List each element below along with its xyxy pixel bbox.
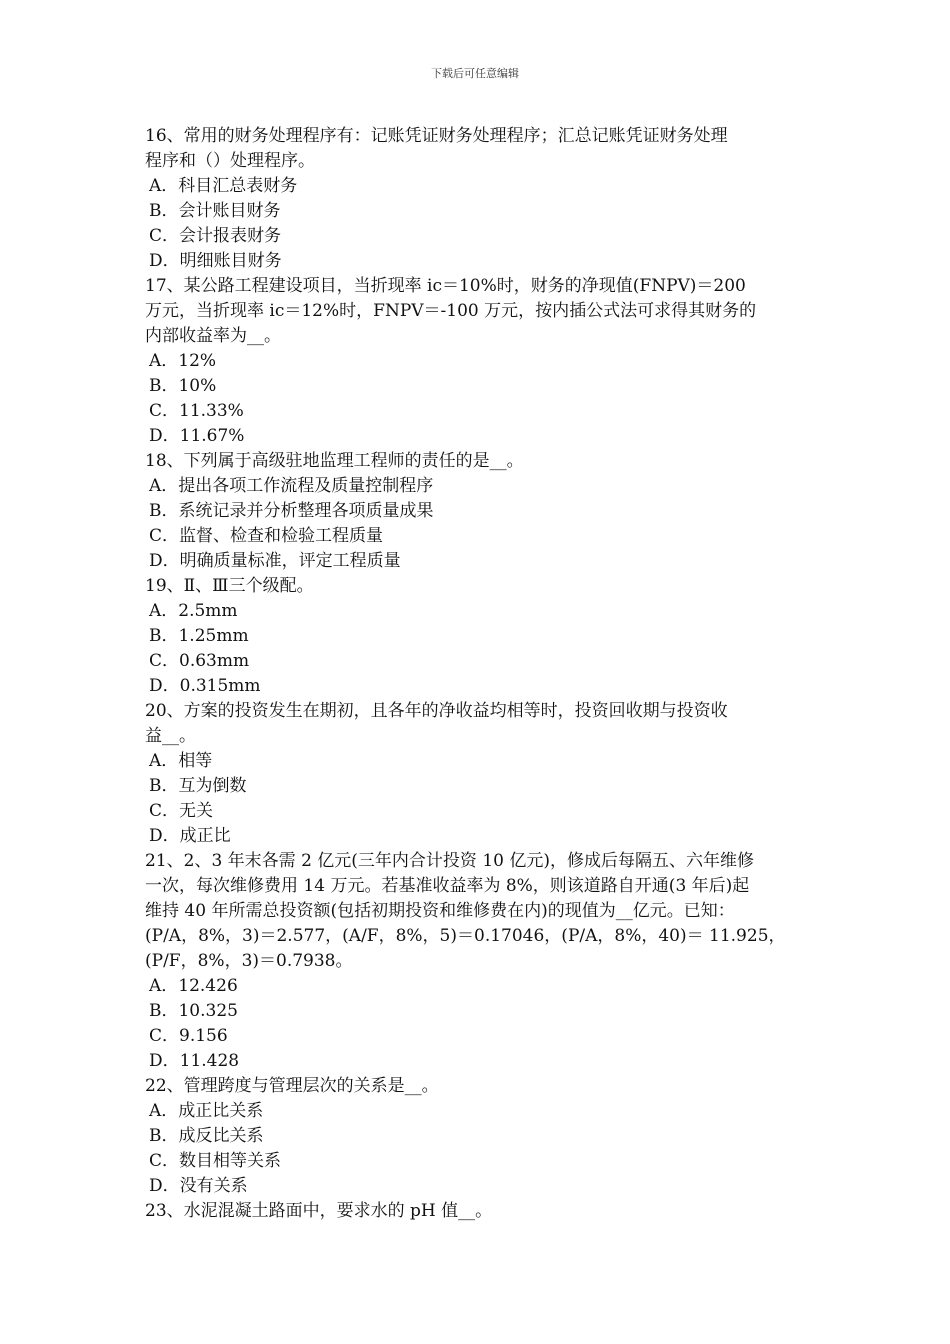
answer-option: D．0.315mm [149, 676, 261, 696]
answer-option: A．成正比关系 [149, 1101, 264, 1121]
question-text-line: (P/F，8%，3)＝0.7938。 [145, 951, 353, 971]
answer-option: B．成反比关系 [149, 1126, 264, 1146]
question-22 [145, 1074, 810, 1199]
answer-option: B．10.325 [149, 1001, 238, 1021]
question-20 [145, 699, 810, 849]
question-text-line: 17、某公路工程建设项目，当折现率 ic＝10%时，财务的净现值(FNPV)＝200 [145, 276, 746, 296]
question-text-line: 一次，每次维修费用 14 万元。若基准收益率为 8%，则该道路自开通(3 年后)起 [145, 876, 750, 896]
answer-option: B．互为倒数 [149, 776, 247, 796]
question-text-line: 23、水泥混凝土路面中，要求水的 pH 值__。 [145, 1201, 493, 1221]
question-text-line: 19、Ⅱ、Ⅲ三个级配。 [145, 576, 314, 596]
question-16 [145, 124, 810, 274]
answer-option: B．10% [149, 376, 217, 396]
answer-option: B．会计账目财务 [149, 201, 281, 221]
question-21 [145, 849, 810, 1074]
answer-option: A．2.5mm [149, 601, 238, 621]
answer-option: D．11.428 [149, 1051, 240, 1071]
answer-option: A．相等 [149, 751, 213, 771]
question-18 [145, 449, 810, 574]
answer-option: D．11.67% [149, 426, 245, 446]
answer-option: A．科目汇总表财务 [149, 176, 298, 196]
question-19 [145, 574, 810, 699]
answer-option: C．数目相等关系 [149, 1151, 282, 1171]
answer-option: A．12% [149, 351, 217, 371]
answer-option: B．1.25mm [149, 626, 249, 646]
answer-option: C．会计报表财务 [149, 226, 282, 246]
answer-option: C．无关 [149, 801, 214, 821]
question-text-line: 18、下列属于高级驻地监理工程师的责任的是__。 [145, 451, 524, 471]
answer-option: A．提出各项工作流程及质量控制程序 [149, 476, 434, 496]
question-text-line: 22、管理跨度与管理层次的关系是__。 [145, 1076, 439, 1096]
question-text-line: 益__。 [145, 726, 196, 746]
answer-option: B．系统记录并分析整理各项质量成果 [149, 501, 434, 521]
answer-option: C．监督、检查和检验工程质量 [149, 526, 384, 546]
question-text-line: 万元，当折现率 ic＝12%时，FNPV＝-100 万元，按内插公式法可求得其财务的 [145, 301, 757, 321]
question-text-line: (P/A，8%，3)＝2.577，(A/F，8%，5)＝0.17046，(P/A，8%，40)＝ 11.925， [145, 926, 786, 946]
question-text-line: 内部收益率为__。 [145, 326, 281, 346]
question-17 [145, 274, 810, 449]
document-body [145, 124, 810, 1224]
answer-option: C．9.156 [149, 1026, 228, 1046]
question-text-line: 程序和（）处理程序。 [145, 151, 315, 171]
answer-option: D．没有关系 [149, 1176, 248, 1196]
page-header: 下载后可任意编辑 [431, 67, 519, 80]
answer-option: A．12.426 [149, 976, 238, 996]
answer-option: C．11.33% [149, 401, 244, 421]
question-text-line: 21、2、3 年末各需 2 亿元(三年内合计投资 10 亿元)，修成后每隔五、六年维修 [145, 851, 754, 871]
answer-option: D．明确质量标准，评定工程质量 [149, 551, 401, 571]
answer-option: D．明细账目财务 [149, 251, 282, 271]
question-23 [145, 1199, 810, 1224]
question-text-line: 16、常用的财务处理程序有：记账凭证财务处理程序；汇总记账凭证财务处理 [145, 126, 728, 146]
question-text-line: 20、方案的投资发生在期初，且各年的净收益均相等时，投资回收期与投资收 [145, 701, 728, 721]
answer-option: D．成正比 [149, 826, 231, 846]
question-text-line: 维持 40 年所需总投资额(包括初期投资和维修费在内)的现值为__亿元。已知： [145, 901, 735, 921]
answer-option: C．0.63mm [149, 651, 250, 671]
